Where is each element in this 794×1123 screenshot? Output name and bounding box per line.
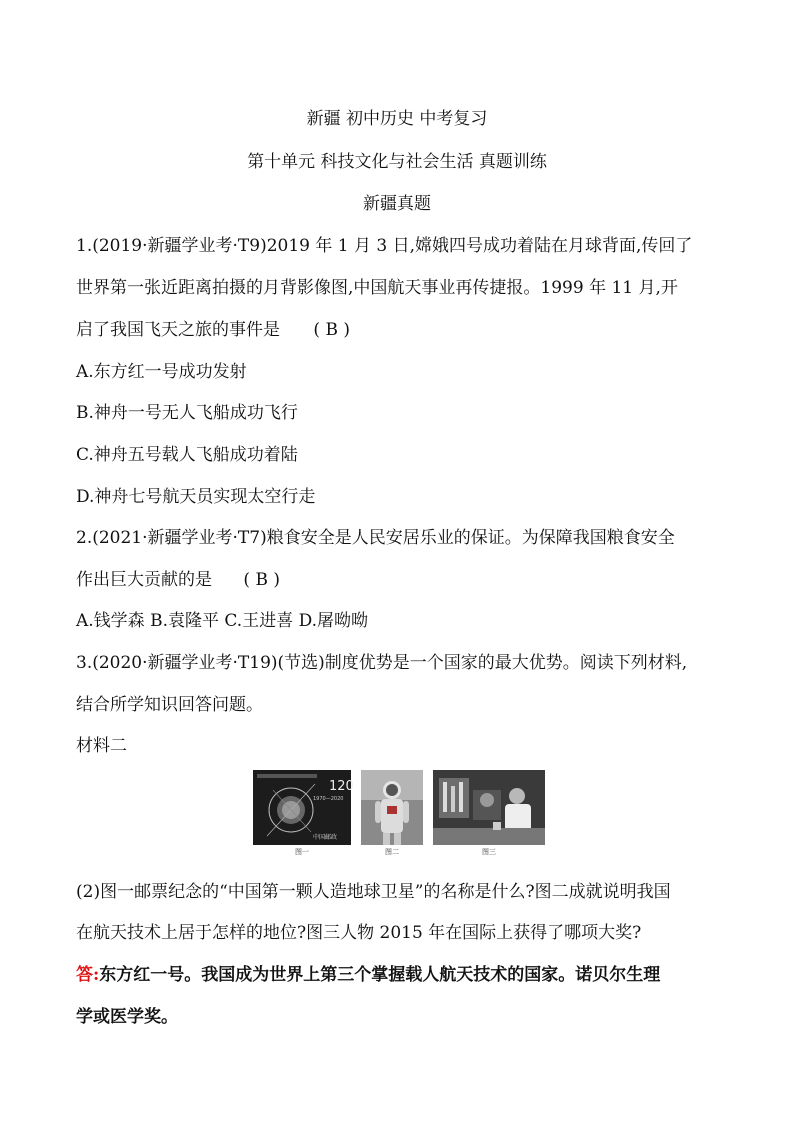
answer-text-1: 东方红一号。我国成为世界上第三个掌握载人航天技术的国家。诺贝尔生理	[99, 965, 661, 985]
figure-2-caption: 图二	[385, 848, 399, 856]
q1-answer: ( B )	[313, 320, 350, 340]
q1-line-3	[76, 315, 350, 340]
figure-2-astronaut-image	[361, 770, 423, 845]
q1-stem-end: 启了我国飞天之旅的事件是	[76, 320, 280, 340]
q1-line-1: 1.(2019·新疆学业考·T9)2019 年 1 月 3 日,嫦娥四号成功着陆在月球背面,传回了	[76, 236, 693, 256]
q3-answer-line-1	[76, 960, 660, 985]
figure-3-caption: 图三	[482, 848, 496, 856]
q2-options: A.钱学森 B.袁隆平 C.王进喜 D.屠呦呦	[76, 611, 369, 631]
q1-option-a: A.东方红一号成功发射	[76, 362, 247, 382]
scientist-graphic	[433, 770, 545, 845]
document-title: 新疆 初中历史 中考复习	[306, 109, 488, 129]
q2-line-2	[76, 565, 280, 590]
stamp-value-text: 120	[329, 779, 354, 794]
q1-option-c: C.神舟五号载人飞船成功着陆	[76, 445, 298, 465]
q1-option-b: B.神舟一号无人飞船成功飞行	[76, 403, 298, 423]
q3-line-1: 3.(2020·新疆学业考·T19)(节选)制度优势是一个国家的最大优势。阅读下列材料,	[76, 653, 688, 673]
answer-label: 答:	[76, 965, 100, 985]
material-figures	[253, 770, 548, 860]
figure-1-caption: 图一	[295, 848, 309, 856]
figure-3-scientist-image	[433, 770, 545, 845]
stamp-post-text: 中国邮政	[313, 834, 338, 841]
q1-option-d: D.神舟七号航天员实现太空行走	[76, 487, 316, 507]
q2-stem-end: 作出巨大贡献的是	[76, 570, 212, 590]
q3-answer-line-2: 学或医学奖。	[76, 1007, 178, 1027]
figure-1-stamp-image	[253, 770, 354, 845]
q1-line-2: 世界第一张近距离拍摄的月背影像图,中国航天事业再传捷报。1999 年 11 月,开	[76, 278, 678, 298]
section-heading: 新疆真题	[363, 194, 431, 214]
q2-answer: ( B )	[243, 570, 280, 590]
q3-line-2: 结合所学知识回答问题。	[76, 695, 263, 715]
q2-line-1: 2.(2021·新疆学业考·T7)粮食安全是人民安居乐业的保证。为保障我国粮食安全	[76, 528, 675, 548]
stamp-graphic	[253, 770, 354, 845]
astronaut-graphic	[361, 770, 423, 845]
q3-sub-line-1: (2)图一邮票纪念的“中国第一颗人造地球卫星”的名称是什么?图二成就说明我国	[76, 882, 671, 902]
q3-material-label: 材料二	[76, 736, 127, 756]
unit-subtitle: 第十单元 科技文化与社会生活 真题训练	[247, 152, 547, 172]
stamp-years-text: 1970—2020	[313, 796, 344, 802]
q3-sub-line-2: 在航天技术上居于怎样的地位?图三人物 2015 年在国际上获得了哪项大奖?	[76, 923, 642, 943]
